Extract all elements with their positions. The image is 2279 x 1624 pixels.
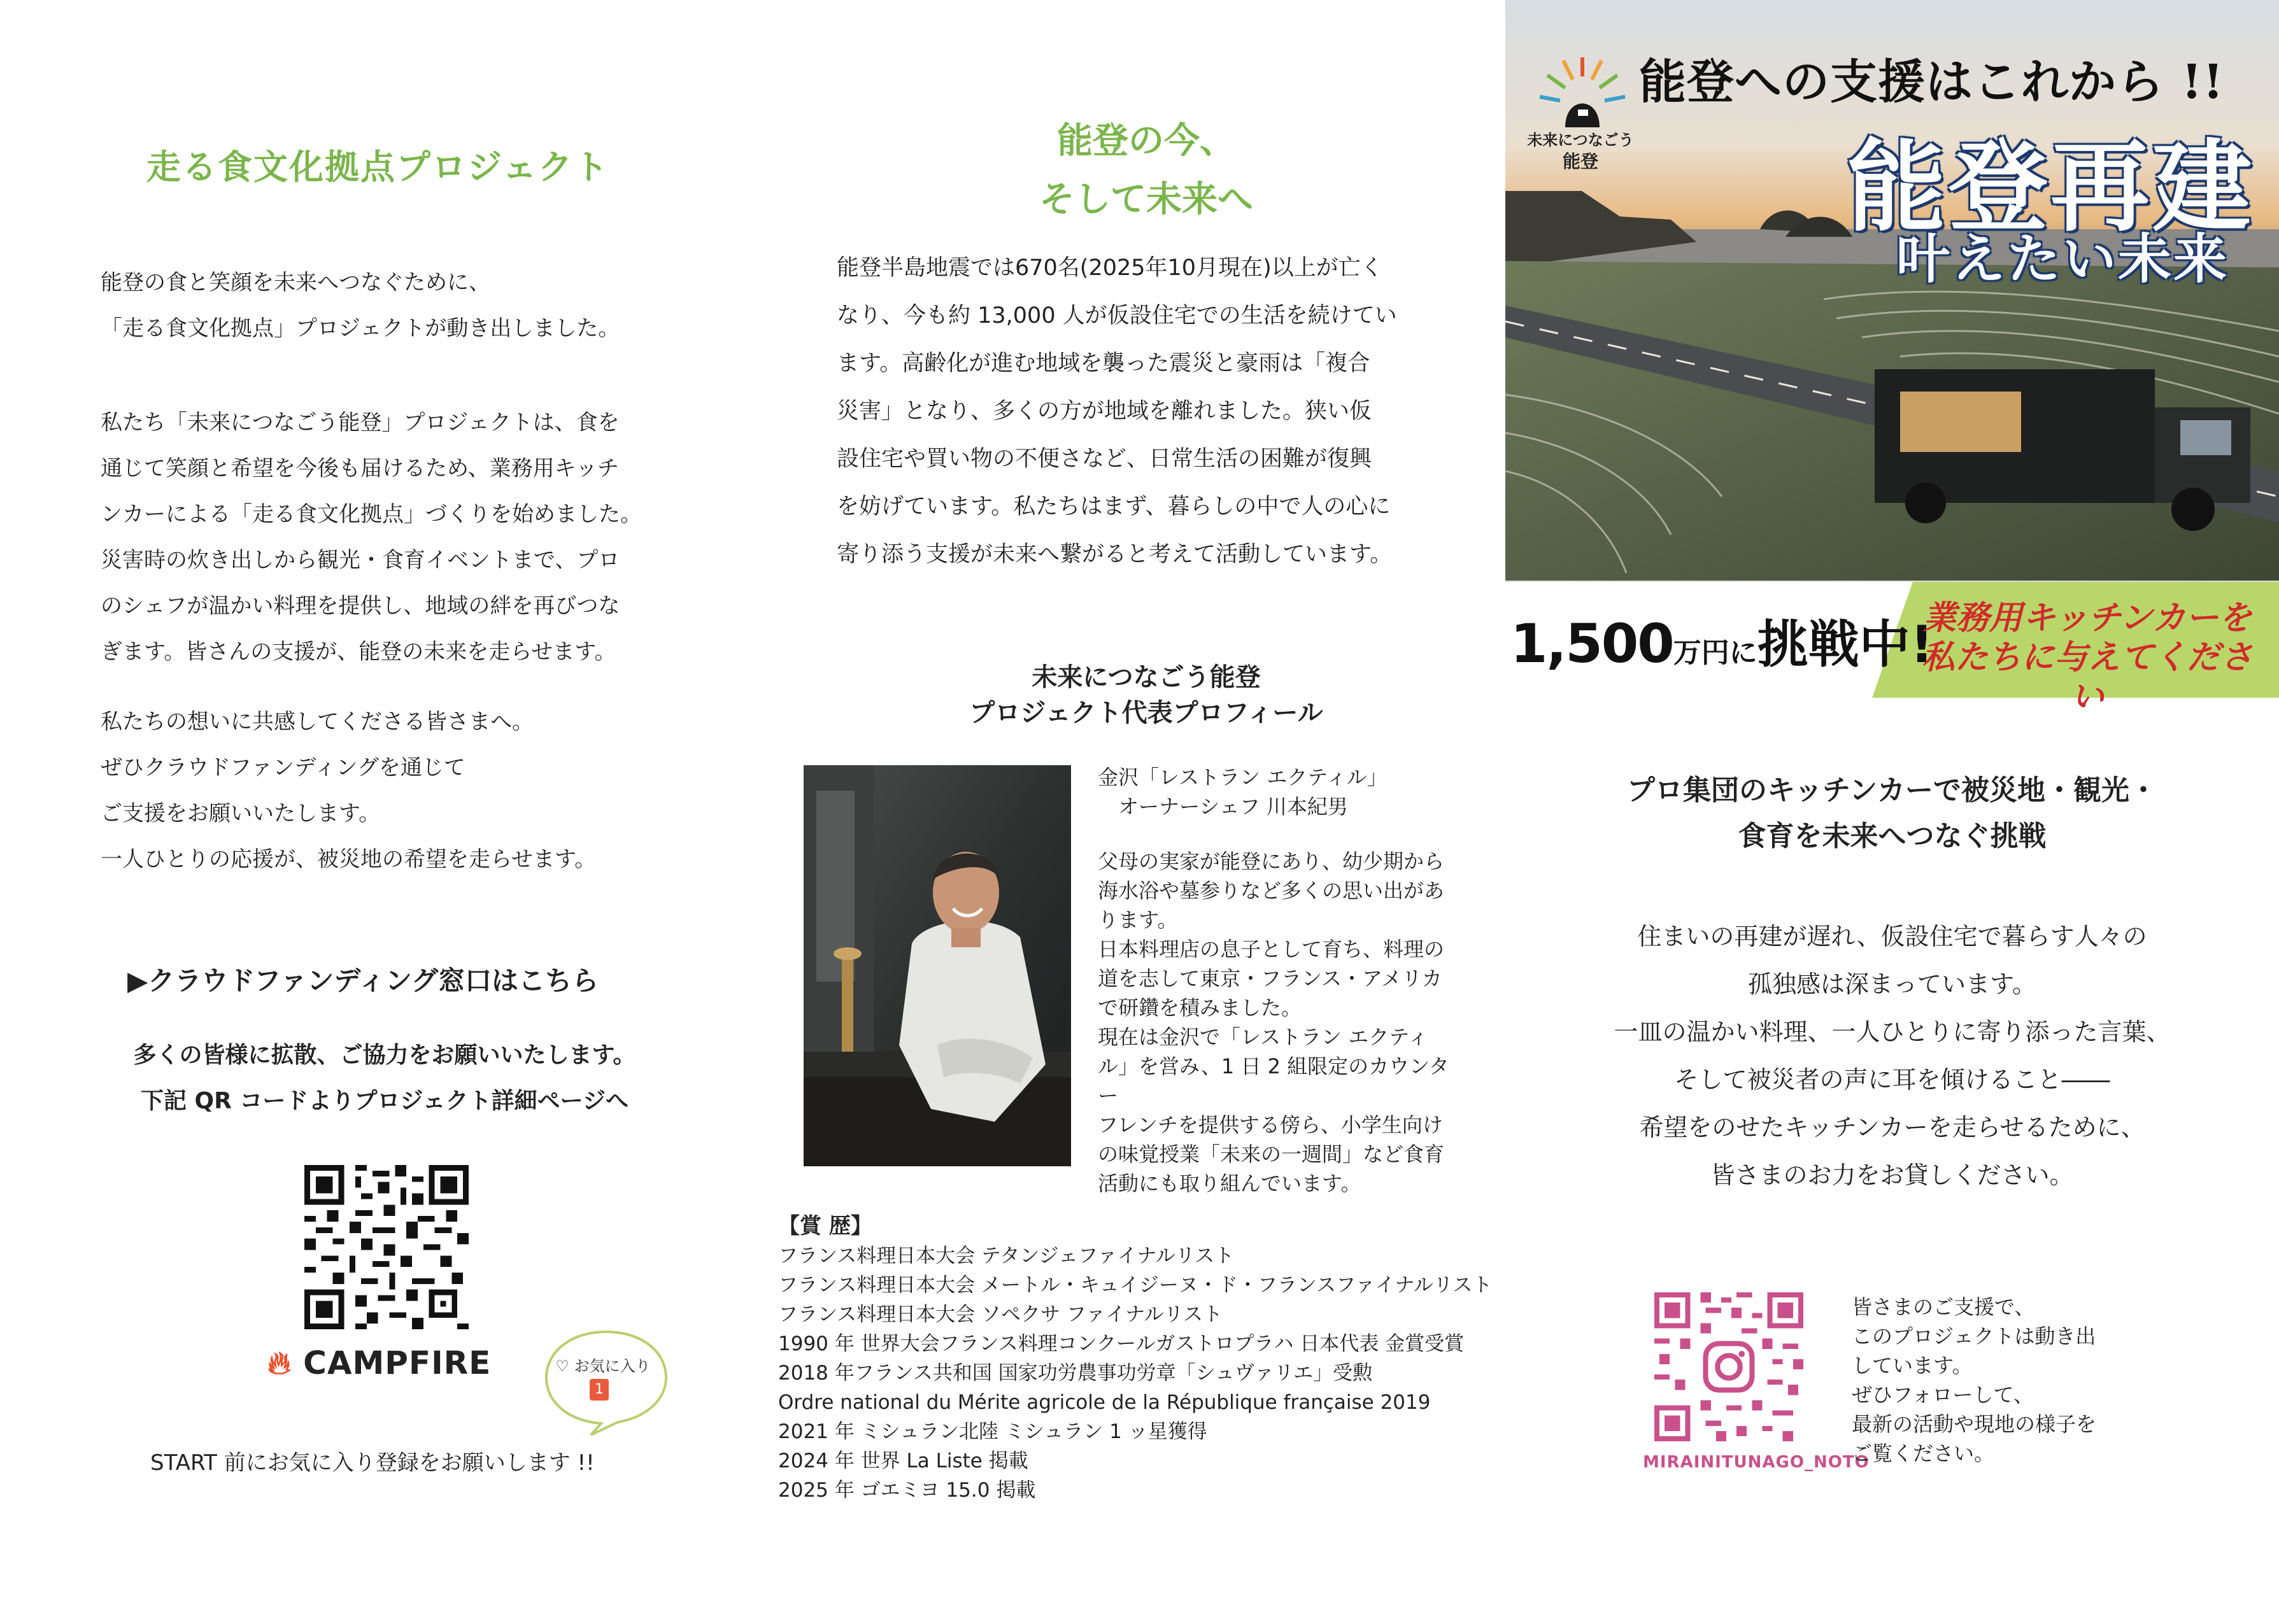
text-line: 多くの皆様に拡散、ご協力をお願いいたします。	[133, 1042, 636, 1068]
left-body-paragraph	[101, 400, 686, 675]
campfire-qr-code[interactable]	[304, 1165, 469, 1329]
text-line: なり、今も約 13,000 人が仮設住宅での生活を続けてい	[837, 303, 1397, 328]
heading-line: 食育を未来へつなぐ挑戦	[1738, 820, 2047, 852]
text-line: 設住宅や買い物の不便さなど、日常生活の困難が復興	[837, 446, 1372, 472]
text-line: 私たち「未来につなごう能登」プロジェクトは、食を	[101, 410, 620, 435]
text-line: 下記 QR コードよりプロジェクト詳細ページへ	[141, 1088, 628, 1114]
text-line: 一人ひとりの応援が、被災地の希望を走らせます。	[101, 847, 597, 872]
award-item: 2025 年 ゴエミヨ 15.0 掲載	[778, 1479, 1036, 1502]
title-line: そして未来へ	[1039, 179, 1253, 220]
campfire-flame-icon: 🔥︎	[267, 1345, 292, 1381]
title-line: 能登の今、	[1057, 120, 1235, 162]
chef-title	[1098, 763, 1480, 821]
right-body-paragraph	[1505, 913, 2279, 1199]
heading-line: 未来につなごう能登	[1032, 663, 1261, 692]
text-line: 能登半島地震では670名(2025年10月現在)以上が亡く	[837, 255, 1383, 281]
hero-tagline: 能登への支援はこれから !!	[1639, 55, 2224, 109]
text-line: ご覧ください。	[1852, 1441, 1995, 1465]
award-item: フランス料理日本大会 テタンジェファイナルリスト	[778, 1245, 1235, 1267]
favorite-label: ♡ お気に入り	[555, 1357, 651, 1375]
text-line: 住まいの再建が遅れ、仮設住宅で暮らす人々の	[1637, 922, 2147, 950]
text-line: ぎます。皆さんの支援が、能登の未来を走らせます。	[101, 639, 616, 665]
text-line: このプロジェクトは動き出	[1852, 1324, 2096, 1348]
instagram-handle[interactable]: MIRAINITUNAGO_NOTO	[1643, 1453, 1870, 1472]
text-line: 一皿の温かい料理、一人ひとりに寄り添った言葉、	[1614, 1018, 2171, 1046]
campfire-logo	[267, 1345, 491, 1382]
left-appeal-paragraph	[101, 699, 686, 882]
award-item: Ordre national du Mérite agricole de la République française 2019	[778, 1391, 1431, 1414]
chef-portrait-photo	[804, 765, 1071, 1166]
logo-text-line1: 未来につなごう	[1527, 131, 1634, 149]
text-line: 皆さまのご支援で、	[1852, 1295, 2035, 1319]
goal-challenge-text: 挑戦中!	[1757, 615, 1934, 674]
award-item: 1990 年 世界大会フランス料理コンクールガストロプラハ 日本代表 金賞受賞	[778, 1332, 1465, 1355]
text-line: 寄り添う支援が未来へ繋がると考えて活動しています。	[837, 542, 1393, 567]
cta-line: 私たちに与えてください	[1921, 639, 2253, 716]
profile-heading	[790, 660, 1503, 731]
instagram-follow-note	[1852, 1292, 2119, 1468]
hero-main-title: 能登再建	[1847, 129, 2254, 245]
text-line: ンカーによる「走る食文化拠点」づくりを始めました。	[101, 502, 642, 527]
cta-line: 業務用キッチンカーを	[1922, 599, 2252, 637]
award-item: 2018 年フランス共和国 国家功労農事功労章「シュヴァリエ」受勲	[778, 1362, 1373, 1385]
text-line: 「走る食文化拠点」プロジェクトが動き出しました。	[101, 316, 620, 341]
text-line: の味覚授業「未来の一週間」など食育	[1098, 1142, 1445, 1166]
campfire-logo-text: CAMPFIRE	[303, 1345, 492, 1381]
text-line: 日本料理店の息子として育ち、料理の	[1098, 937, 1445, 961]
text-line: ます。高齢化が進む地域を襲った震災と豪雨は「複合	[837, 351, 1370, 376]
text-line: 金沢「レストラン エクティル」	[1098, 765, 1388, 789]
text-line: オーナーシェフ 川本紀男	[1098, 794, 1348, 819]
text-line: しています。	[1852, 1353, 1973, 1378]
right-section-heading	[1505, 768, 2279, 859]
crowdfunding-heading: ▶クラウドファンディング窓口はこちら	[127, 965, 599, 996]
goal-number: 1,500	[1510, 612, 1673, 675]
text-line: 父母の実家が能登にあり、幼少期から	[1098, 849, 1445, 873]
award-item: 2024 年 世界 La Liste 掲載	[778, 1450, 1028, 1472]
center-section-title	[790, 112, 1503, 229]
text-line: 災害」となり、多くの方が地域を離れました。狭い仮	[837, 399, 1372, 424]
text-line: 道を志して東京・フランス・アメリカ	[1098, 966, 1442, 991]
chef-biography	[1098, 847, 1467, 1198]
goal-unit: 万円に	[1673, 637, 1757, 669]
left-section-title: 走る食文化拠点プロジェクト	[146, 147, 609, 187]
heading-line: プロジェクト代表プロフィール	[969, 698, 1323, 728]
text-line: ぜひクラウドファンディングを通じて	[101, 755, 465, 780]
favorite-count-badge: 1	[590, 1379, 609, 1401]
text-line: 能登の食と笑顔を未来へつなぐために、	[101, 270, 490, 295]
text-line: 通じて笑顔と希望を今後も届けるため、業務用キッチ	[101, 456, 619, 481]
hero-subtitle: 叶えたい未来	[1896, 228, 2229, 290]
text-line: ご支援をお願いいたします。	[101, 801, 381, 826]
text-line: で研鑽を積みました。	[1098, 996, 1302, 1020]
text-line: 災害時の炊き出しから観光・食育イベントまで、プロ	[101, 547, 620, 573]
funding-goal-amount	[1510, 604, 1933, 677]
text-line: のシェフが温かい料理を提供し、地域の絆を再びつな	[101, 593, 620, 619]
text-line: 希望をのせたキッチンカーを走らせるために、	[1639, 1113, 2145, 1141]
award-item: フランス料理日本大会 ソペクサ ファイナルリスト	[778, 1303, 1223, 1326]
text-line: 活動にも取り組んでいます。	[1098, 1171, 1361, 1196]
text-line: 海水浴や墓参りなど多くの思い出があ	[1098, 879, 1445, 903]
text-line: ります。	[1098, 908, 1178, 932]
logo-text-line2: 能登	[1562, 151, 1598, 172]
left-intro-paragraph	[101, 260, 686, 351]
text-line: 皆さまのお力をお貸しください。	[1710, 1161, 2074, 1189]
center-body-paragraph	[837, 244, 1429, 579]
text-line: 現在は金沢で「レストラン エクティ	[1098, 1025, 1428, 1049]
text-line: を妨げています。私たちはまず、暮らしの中で人の心に	[837, 494, 1391, 519]
text-line: 私たちの想いに共感してくださる皆さまへ。	[101, 709, 534, 735]
start-favorite-note: START 前にお気に入り登録をお願いします !!	[150, 1450, 595, 1476]
award-item: フランス料理日本大会 メートル・キュイジーヌ・ド・フランスファイナルリスト	[778, 1274, 1493, 1297]
instagram-qr-code[interactable]	[1654, 1292, 1803, 1441]
text-line: 孤独感は深まっています。	[1748, 970, 2036, 998]
text-line: そして被災者の声に耳を傾けること――	[1674, 1066, 2110, 1094]
text-line: ル」を営み、1 日 2 組限定のカウンター	[1098, 1054, 1449, 1108]
funding-cta-text	[1909, 598, 2266, 717]
awards-list	[778, 1241, 1504, 1505]
text-line: フレンチを提供する傍ら、小学生向け	[1098, 1113, 1443, 1137]
crowdfunding-note	[0, 1033, 769, 1124]
text-line: 最新の活動や現地の様子を	[1852, 1412, 2097, 1436]
heading-line: プロ集団のキッチンカーで被災地・観光・	[1627, 774, 2157, 807]
awards-heading: 【賞 歴】	[778, 1213, 872, 1239]
text-line: ぜひフォローして、	[1852, 1383, 2034, 1407]
award-item: 2021 年 ミシュラン北陸 ミシュラン 1 ッ星獲得	[778, 1420, 1207, 1443]
